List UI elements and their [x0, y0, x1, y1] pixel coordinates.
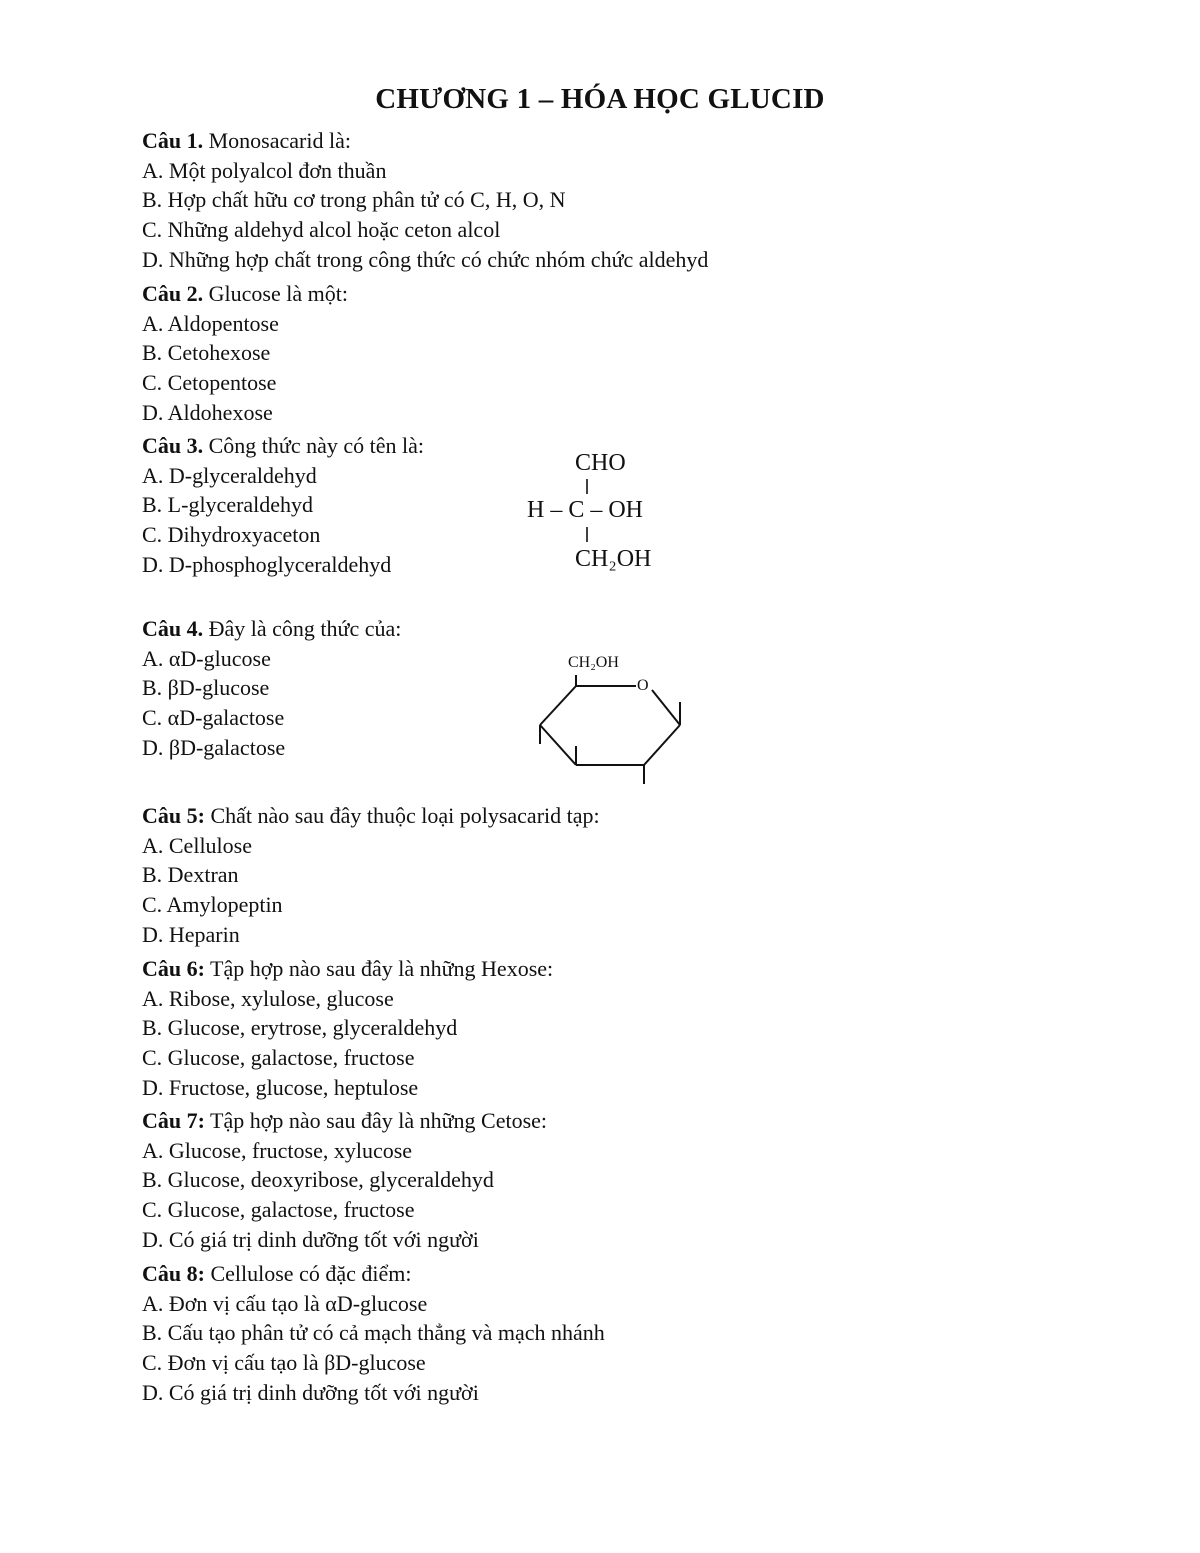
option-a: A. Đơn vị cấu tạo là αD-glucose: [142, 1290, 428, 1316]
option-a: A. Ribose, xylulose, glucose: [142, 985, 394, 1011]
option-c: C. Đơn vị cấu tạo là βD-glucose: [142, 1350, 426, 1376]
option-d: D. βD-galactose: [142, 734, 286, 760]
option-b: B. Dextran: [142, 862, 239, 888]
ring-bond-lower-right: [644, 725, 680, 765]
option-c: C. Glucose, galactose, fructose: [142, 1045, 415, 1071]
option-a: A. Glucose, fructose, xylucose: [142, 1137, 413, 1163]
question-label: Câu 3.: [142, 433, 204, 458]
option-d: D. Heparin: [142, 921, 240, 947]
ring-bond-lower-left: [540, 725, 576, 765]
question-label: Câu 2.: [142, 281, 204, 306]
question-7: [142, 1106, 547, 1255]
question-text: Cellulose có đặc điểm:: [204, 1261, 412, 1286]
ring-substituent-label: CH₂OH: [568, 654, 619, 671]
option-b: B. L-glyceraldehyd: [142, 492, 314, 518]
ring-bonds: [0, 0, 1, 1]
question-label: Câu 7:: [142, 1108, 205, 1133]
option-d: D. D-phosphoglyceraldehyd: [142, 551, 392, 577]
question-text: Công thức này có tên là:: [203, 433, 424, 458]
option-a: A. D-glyceraldehyd: [142, 462, 317, 488]
question-stem: [142, 126, 708, 156]
option-a: A. Một polyalcol đơn thuần: [142, 157, 387, 183]
question-2: [142, 279, 348, 428]
question-text: Chất nào sau đây thuộc loại polysacarid tạp:: [204, 803, 600, 828]
formula-top-group: CHO: [575, 450, 626, 476]
option-d: D. Fructose, glucose, heptulose: [142, 1074, 419, 1100]
page-title: CHƯƠNG 1 – HÓA HỌC GLUCID: [375, 83, 825, 115]
question-3: [142, 431, 424, 580]
option-c: C. Cetopentose: [142, 370, 277, 396]
ring-oxygen-label: O: [637, 677, 649, 694]
option-c: C. Amylopeptin: [142, 892, 283, 918]
question-stem: [142, 614, 401, 644]
question-text: Monosacarid là:: [203, 128, 351, 153]
option-a: A. αD-glucose: [142, 645, 271, 671]
question-stem: [142, 279, 348, 309]
question-text: Tập hợp nào sau đây là những Cetose:: [204, 1108, 548, 1133]
question-stem: [142, 1259, 605, 1289]
question-4: [142, 614, 401, 763]
question-label: Câu 1.: [142, 128, 204, 153]
option-c: C. Dihydroxyaceton: [142, 522, 321, 548]
question-stem: [142, 1106, 547, 1136]
option-c: C. Những aldehyd alcol hoặc ceton alcol: [142, 217, 501, 243]
formula-middle-row: H – C – OH: [527, 497, 644, 523]
question-label: Câu 4.: [142, 616, 204, 641]
ring-bond-upper-left: [540, 686, 576, 725]
question-stem: [142, 954, 553, 984]
option-b: B. Glucose, deoxyribose, glyceraldehyd: [142, 1167, 494, 1193]
option-d: D. Aldohexose: [142, 399, 273, 425]
question-label: Câu 6:: [142, 956, 205, 981]
question-5: [142, 801, 600, 950]
question-1: [142, 126, 708, 275]
option-b: B. Cấu tạo phân tử có cả mạch thẳng và mạch nhánh: [142, 1320, 605, 1346]
question-6: [142, 954, 553, 1103]
option-b: B. βD-glucose: [142, 675, 270, 701]
question-stem: [142, 801, 600, 831]
question-label: Câu 8:: [142, 1261, 205, 1286]
option-d: D. Những hợp chất trong công thức có chức nhóm chức aldehyd: [142, 246, 709, 272]
question-label: Câu 5:: [142, 803, 205, 828]
option-a: A. Aldopentose: [142, 310, 279, 336]
option-d: D. Có giá trị dinh dưỡng tốt với người: [142, 1379, 479, 1405]
question-text: Glucose là một:: [203, 281, 348, 306]
option-c: C. αD-galactose: [142, 705, 285, 731]
option-b: B. Glucose, erytrose, glyceraldehyd: [142, 1015, 458, 1041]
question-8: [142, 1259, 605, 1408]
question-text: Đây là công thức của:: [203, 616, 402, 641]
question-text: Tập hợp nào sau đây là những Hexose:: [204, 956, 554, 981]
option-a: A. Cellulose: [142, 832, 252, 858]
option-b: B. Cetohexose: [142, 340, 271, 366]
question-stem: [142, 431, 424, 461]
option-c: C. Glucose, galactose, fructose: [142, 1197, 415, 1223]
formula-bottom-group: CH₂OH: [575, 546, 652, 572]
option-d: D. Có giá trị dinh dưỡng tốt với người: [142, 1226, 479, 1252]
option-b: B. Hợp chất hữu cơ trong phân tử có C, H, O, N: [142, 187, 566, 213]
ring-bond-upper-right: [652, 690, 680, 725]
